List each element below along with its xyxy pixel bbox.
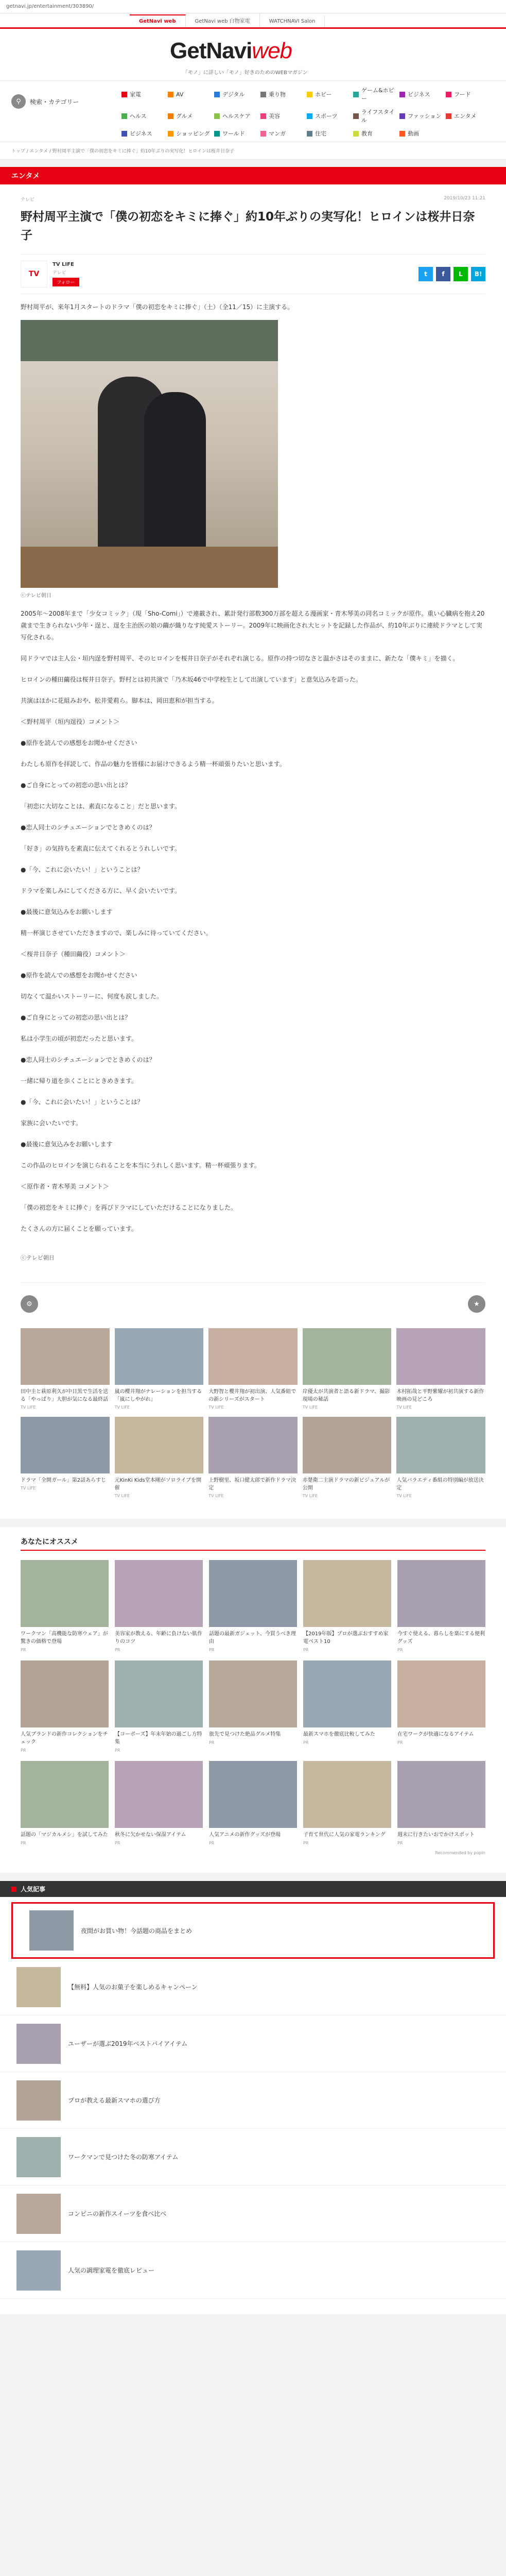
article-paragraph: ●最後に意気込みをお願いします <box>21 1141 113 1148</box>
recommended-item-title: 最新スマホを徹底比較してみた <box>303 1732 375 1737</box>
ranking-thumbnail <box>29 1910 74 1951</box>
ranking-section <box>0 1881 506 2314</box>
article-lead: 野村周平が、来年1月スタートのドラマ「僕の初恋をキミに捧ぐ」（土）（全11／15）に主演する。 <box>21 303 294 311</box>
category-item[interactable] <box>353 108 399 124</box>
category-color-icon <box>307 131 312 137</box>
related-source: TV LIFE <box>302 1494 318 1498</box>
recommended-item-source: PR <box>303 1740 309 1745</box>
category-item[interactable] <box>260 129 307 138</box>
article-paragraph: 同ドラマでは主人公・垣内逞を野村周平、そのヒロインを桜井日奈子がそれぞれ演じる。原作の持つ切なさと温かさはそのままに、新たな「僕キミ」を描く。 <box>21 655 459 662</box>
recommended-thumbnail <box>209 1761 297 1828</box>
ranking-thumbnail <box>16 1967 61 2007</box>
category-label: グルメ <box>176 113 193 120</box>
ranking-header <box>0 1881 506 1897</box>
recommended-thumbnail <box>397 1660 485 1727</box>
article-date: 2019/10/23 11:21 <box>444 196 485 201</box>
related-source: TV LIFE <box>302 1405 318 1410</box>
category-label: ビジネス <box>130 130 152 137</box>
recommended-card[interactable] <box>397 1660 485 1753</box>
category-label: 動画 <box>408 130 419 137</box>
twitter-icon[interactable]: t <box>418 267 433 281</box>
breadcrumb: トップ / エンタメ / 野村周平主演で「僕の初恋をキミに捧ぐ」約10年ぶりの実写化！ヒロインは桜井日奈子 <box>0 142 506 160</box>
recommended-card[interactable] <box>21 1560 109 1652</box>
related-source: TV LIFE <box>114 1405 130 1410</box>
recommended-card[interactable] <box>209 1560 297 1652</box>
ranking-item-title: 【無料】人気のお菓子を楽しめるキャンペーン <box>68 1984 198 1991</box>
recommended-item-source: PR <box>397 1648 403 1652</box>
article-credit: ⓒテレビ朝日 <box>21 1255 55 1261</box>
recommended-item-title: 子育て世代に人気の家電ランキング <box>303 1832 386 1838</box>
article-paragraph: 精一杯演じさせていただきますので、楽しみに待っていてください。 <box>21 929 212 937</box>
category-label: ショッピング <box>176 130 210 137</box>
article-photo <box>21 320 278 588</box>
site-tagline: 「モノ」に詳しい「モノ」好きのためのWEBマガジン <box>183 70 308 76</box>
article-paragraph: ●最後に意気込みをお願いします <box>21 908 113 916</box>
ranking-item-title: 人気の調理家電を徹底レビュー <box>68 2267 155 2274</box>
related-card[interactable] <box>303 1328 392 1410</box>
recommended-card[interactable] <box>115 1761 203 1845</box>
category-item[interactable] <box>168 108 214 124</box>
category-label: ビジネス <box>408 91 430 98</box>
category-color-icon <box>307 113 312 119</box>
category-label: 教育 <box>361 130 373 137</box>
search-label: 検索・カテゴリー <box>30 98 79 106</box>
recommended-item-title: 在宅ワークが快適になるアイテム <box>397 1732 474 1737</box>
category-color-icon <box>399 92 405 97</box>
ranking-thumbnail <box>16 2137 61 2177</box>
category-label: 乗り物 <box>269 91 286 98</box>
category-color-icon <box>353 92 359 97</box>
recommended-section <box>0 1527 506 1873</box>
source-name[interactable]: TV LIFE <box>53 262 74 267</box>
related-title: 上野樹里、坂口健太郎で新作ドラマ決定 <box>208 1478 296 1491</box>
article-paragraph: 一緒に帰り道を歩くことにときめきます。 <box>21 1077 138 1084</box>
browser-url-bar[interactable] <box>0 0 506 13</box>
ranking-dot-icon <box>11 1887 16 1892</box>
article-paragraph: ●「今、これに会いたい！」ということは？ <box>21 866 144 873</box>
category-label: ファッション <box>408 113 442 120</box>
tab-getnavi-shirono[interactable]: GetNavi web 白物家電 <box>186 13 260 27</box>
category-color-icon <box>260 131 266 137</box>
related-thumbnail <box>396 1328 485 1385</box>
category-item[interactable] <box>214 86 260 103</box>
related-thumbnail <box>21 1417 110 1473</box>
article-category[interactable]: テレビ <box>21 197 34 202</box>
ranking-item[interactable] <box>0 2015 506 2072</box>
related-title: 嵐の櫻井翔がナレーションを担当する「嵐にしやがれ」 <box>114 1389 202 1402</box>
recommended-thumbnail <box>115 1560 203 1627</box>
category-item[interactable] <box>168 129 214 138</box>
category-item[interactable] <box>260 108 307 124</box>
recommended-thumbnail <box>209 1560 297 1627</box>
recommended-item-source: PR <box>303 1841 309 1845</box>
related-title: 人気バラエティ番組の特別編が放送決定 <box>396 1478 484 1491</box>
category-item[interactable] <box>260 86 307 103</box>
category-color-icon <box>121 131 127 137</box>
category-label: マンガ <box>269 130 286 137</box>
category-item[interactable] <box>121 129 168 138</box>
article-paragraph: ＜原作者・青木琴美 コメント＞ <box>21 1183 109 1190</box>
related-thumbnail <box>303 1328 392 1385</box>
category-color-icon <box>121 92 127 97</box>
recommended-card[interactable] <box>115 1560 203 1652</box>
related-thumbnail <box>303 1417 392 1473</box>
article-paragraph: 「好き」の気持ちを素直に伝えてくれるとうれしいです。 <box>21 845 181 852</box>
recommended-thumbnail <box>209 1660 297 1727</box>
recommended-thumbnail <box>21 1660 109 1727</box>
category-label: ゲーム&ホビー <box>361 87 394 102</box>
article-paragraph: ●恋人同士のシチュエーションでときめくのは？ <box>21 1056 155 1063</box>
category-label: ホビー <box>315 91 332 98</box>
category-label: 家電 <box>130 91 141 98</box>
ranking-item[interactable] <box>11 1902 495 1959</box>
article-body <box>21 608 485 1235</box>
category-color-icon <box>446 92 451 97</box>
recommended-item-title: 話題の最新ガジェット、今買うべき理由 <box>209 1631 296 1645</box>
photo-caption: ⓒテレビ朝日 <box>21 593 51 599</box>
category-item[interactable] <box>399 86 446 103</box>
related-card[interactable] <box>396 1328 485 1410</box>
category-color-icon <box>399 131 405 137</box>
category-label: スポーツ <box>315 113 338 120</box>
bookmark-icon[interactable]: ★ <box>468 1295 485 1313</box>
recommended-item-source: PR <box>21 1841 26 1845</box>
follow-button[interactable]: フォロー <box>53 278 79 286</box>
article-paragraph: 「初恋に大切なことは、素直になること」だと思います。 <box>21 803 181 810</box>
site-logo[interactable] <box>170 38 292 64</box>
recommended-card[interactable] <box>21 1761 109 1845</box>
article-paragraph: ドラマを楽しみにしてくださる方に、早く会いたいです。 <box>21 887 181 894</box>
related-title: 田中圭と萩原利久が中目黒で生活を送る「やっぱり」大胆が気になる最終話 <box>21 1389 108 1402</box>
recommended-card[interactable] <box>21 1660 109 1753</box>
ranking-item-title: ユーザーが選ぶ2019年ベストバイアイテム <box>68 2040 188 2047</box>
category-label: 住宅 <box>315 130 326 137</box>
category-label: デジタル <box>222 91 245 98</box>
article-paragraph: ●原作を読んでの感想をお聞かせください <box>21 972 137 979</box>
recommended-item-title: 人気アニメの新作グッズが登場 <box>209 1832 281 1838</box>
category-label: 美容 <box>269 113 280 120</box>
related-source: TV LIFE <box>396 1405 412 1410</box>
hatena-icon[interactable]: B! <box>471 267 485 281</box>
category-item[interactable] <box>168 86 214 103</box>
recommended-card[interactable] <box>209 1660 297 1753</box>
related-thumbnail <box>208 1417 298 1473</box>
category-color-icon <box>353 113 359 119</box>
search-toggle[interactable] <box>11 94 79 109</box>
category-item[interactable] <box>307 129 353 138</box>
recommended-item-source: PR <box>21 1748 26 1753</box>
category-color-icon <box>168 92 173 97</box>
related-title: 赤楚衛二主演ドラマの新ビジュアルが公開 <box>302 1478 390 1491</box>
recommended-thumbnail <box>21 1761 109 1828</box>
recommended-card[interactable] <box>303 1560 391 1652</box>
article-paragraph: 2005年～2008年まで「少女コミック」（現「Sho-Comi」）で連載され、累計発行部数300万部を超える漫画家・青木琴美の同名コミックが原作。重い心臓病を抱え20歳まで生きられない少年・逞と、逞を主治医の娘の繭が織りなす純愛ストーリー。2009年に映画化され大ヒットを記録した作品が、約10年ぶりに連続ドラマとして実写化される。 <box>21 610 485 641</box>
logo-main: GetNavi <box>170 38 252 63</box>
related-source: TV LIFE <box>208 1494 224 1498</box>
recommended-thumbnail <box>303 1660 391 1727</box>
blackboard-shape <box>21 320 278 361</box>
recommended-item-title: 秋冬に欠かせない保湿アイテム <box>115 1832 186 1838</box>
article <box>0 184 506 1519</box>
recommended-item-source: PR <box>397 1841 403 1845</box>
related-card[interactable] <box>115 1328 204 1410</box>
related-title: 木村拓哉と平野紫耀が初共演する新作映画の見どころ <box>396 1389 484 1402</box>
related-thumbnail <box>115 1328 204 1385</box>
article-paragraph: 切なくて温かいストーリーに、何度も涙しました。 <box>21 993 163 1000</box>
related-title: 元KinKi Kids堂本剛がソロライブを開催 <box>114 1478 202 1491</box>
category-item[interactable] <box>353 86 399 103</box>
category-color-icon <box>214 92 220 97</box>
recommended-item-source: PR <box>209 1841 215 1845</box>
related-title: ドラマ「全開ガール」第2話あらすじ <box>21 1478 107 1483</box>
ranking-thumbnail <box>16 2080 61 2121</box>
ranking-thumbnail <box>16 2194 61 2234</box>
tab-getnavi-web[interactable]: GetNavi web <box>130 14 186 27</box>
recommended-card[interactable] <box>115 1660 203 1753</box>
article-paragraph: ●ご自身にとっての初恋の思い出とは？ <box>21 1014 131 1021</box>
article-paragraph: たくさんの方に届くことを願っています。 <box>21 1225 138 1232</box>
recommended-thumbnail <box>115 1660 203 1727</box>
related-source: TV LIFE <box>396 1494 412 1498</box>
category-item[interactable] <box>214 129 260 138</box>
related-title: 岸優太が共演者と語る新ドラマ、撮影現場の秘話 <box>302 1389 390 1402</box>
source <box>21 261 79 287</box>
recommended-item-source: PR <box>303 1648 309 1652</box>
recommended-item-title: 【2019年版】プロが選ぶおすすめ家電ベスト10 <box>303 1631 389 1645</box>
logo-web: web <box>252 38 292 63</box>
source-logo[interactable]: TV <box>21 261 47 287</box>
article-paragraph: ＜野村周平（垣内逞役）コメント＞ <box>21 718 120 725</box>
related-card[interactable] <box>21 1328 110 1410</box>
recommended-item-source: PR <box>115 1648 120 1652</box>
category-item[interactable] <box>214 108 260 124</box>
related-thumbnail <box>396 1417 485 1473</box>
recommended-item-title: 週末に行きたいおでかけスポット <box>397 1832 475 1838</box>
category-item[interactable] <box>307 86 353 103</box>
category-item[interactable] <box>399 129 446 138</box>
recommended-thumbnail <box>21 1560 109 1627</box>
category-item[interactable] <box>121 108 168 124</box>
recommended-card[interactable] <box>397 1761 485 1845</box>
source-type: テレビ <box>53 270 66 276</box>
related-articles <box>21 1328 485 1498</box>
ranking-item[interactable] <box>0 2072 506 2129</box>
ranking-thumbnail <box>16 2024 61 2064</box>
section-bar: エンタメ <box>0 167 506 184</box>
recommended-item-title: 話題の「マジカルメシ」を試してみた <box>21 1832 108 1838</box>
related-thumbnail <box>115 1417 204 1473</box>
recommended-card[interactable] <box>303 1761 391 1845</box>
related-card[interactable] <box>396 1417 485 1498</box>
recommended-item-source: PR <box>115 1841 120 1845</box>
category-list <box>121 86 492 138</box>
related-thumbnail <box>208 1328 298 1385</box>
ranking-item-title: プロが教える最新スマホの選び方 <box>68 2097 161 2104</box>
search-icon: ⚲ <box>11 94 26 109</box>
category-color-icon <box>353 131 359 137</box>
byline <box>21 254 485 294</box>
recommended-title: あなたにオススメ <box>21 1536 485 1551</box>
category-color-icon <box>214 113 220 119</box>
category-label: ライフスタイル <box>361 109 395 124</box>
recommended-item-source: PR <box>209 1740 215 1745</box>
facebook-icon[interactable]: f <box>436 267 450 281</box>
related-thumbnail <box>21 1328 110 1385</box>
article-paragraph: ●原作を読んでの感想をお聞かせください <box>21 739 137 747</box>
desk-shape <box>21 547 278 588</box>
article-paragraph: ●恋人同士のシチュエーションでときめくのは？ <box>21 824 155 831</box>
related-source: TV LIFE <box>21 1486 36 1490</box>
recommended-item-title: 人気ブランドの新作コレクションをチェック <box>21 1732 108 1745</box>
recommended-item-title: 美容家が教える、年齢に負けない肌作りのコツ <box>115 1631 202 1645</box>
recommended-thumbnail <box>303 1761 391 1828</box>
article-paragraph: 「僕の初恋をキミに捧ぐ」を再びドラマにしていただけることになりました。 <box>21 1204 237 1211</box>
category-label: ワールド <box>222 130 245 137</box>
bottom-share <box>21 1282 485 1313</box>
article-paragraph: 共演はほかに花組みおや、松井愛莉ら。脚本は、岡田恵和が担当する。 <box>21 697 218 704</box>
recommended-grid <box>21 1560 485 1845</box>
related-card[interactable] <box>208 1328 298 1410</box>
article-paragraph: わたしも原作を拝読して、作品の魅力を皆様にお届けできるよう精一杯頑張りたいと思います。 <box>21 760 286 768</box>
article-meta <box>21 196 485 202</box>
gear-icon[interactable]: ⚙ <box>21 1295 38 1313</box>
recommended-item-title: 【コーポーズ】年末年始の過ごし方特集 <box>115 1732 202 1745</box>
category-color-icon <box>307 92 312 97</box>
recommended-card[interactable] <box>303 1660 391 1753</box>
ranking-list <box>0 1902 506 2299</box>
recommended-card[interactable] <box>397 1560 485 1652</box>
category-item[interactable] <box>307 108 353 124</box>
recommended-item-title: 旅先で見つけた絶品グルメ特集 <box>209 1732 281 1737</box>
category-color-icon <box>121 113 127 119</box>
line-icon[interactable]: L <box>453 267 468 281</box>
article-paragraph: 私は小学生の頃が初恋だったと思います。 <box>21 1035 138 1042</box>
article-paragraph: ●ご自身にとっての初恋の思い出とは？ <box>21 782 131 789</box>
recommended-item-source: PR <box>115 1748 120 1753</box>
related-source: TV LIFE <box>21 1405 36 1410</box>
related-source: TV LIFE <box>114 1494 130 1498</box>
site-tabs <box>0 13 506 29</box>
recommended-thumbnail <box>397 1761 485 1828</box>
category-color-icon <box>168 131 173 137</box>
article-paragraph: 家族に会いたいです。 <box>21 1120 82 1127</box>
recommended-item-source: PR <box>397 1740 403 1745</box>
ranking-thumbnail <box>16 2250 61 2291</box>
ranking-title: 人気記事 <box>21 1886 46 1893</box>
ranking-item[interactable] <box>0 2242 506 2299</box>
article-paragraph: ●「今、これに会いたい！」ということは？ <box>21 1098 144 1106</box>
category-color-icon <box>260 92 266 97</box>
category-color-icon <box>446 113 451 119</box>
url-text: getnavi.jp/entertainment/303890/ <box>6 4 94 9</box>
recommended-item-source: PR <box>209 1648 215 1652</box>
category-item[interactable] <box>399 108 446 124</box>
recommended-thumbnail <box>115 1761 203 1828</box>
category-color-icon <box>168 113 173 119</box>
recommended-card[interactable] <box>209 1761 297 1845</box>
category-item[interactable] <box>121 86 168 103</box>
article-title: 野村周平主演で「僕の初恋をキミに捧ぐ」約10年ぶりの実写化！ヒロインは桜井日奈子 <box>21 210 475 242</box>
share-buttons <box>418 267 485 281</box>
ranking-item[interactable] <box>0 2185 506 2242</box>
related-card[interactable] <box>208 1417 298 1498</box>
category-label: エンタメ <box>454 113 477 120</box>
category-label: フード <box>454 91 471 98</box>
ranking-item[interactable] <box>0 2129 506 2185</box>
recommended-item-title: 今すぐ使える、暮らしを楽にする便利グッズ <box>397 1631 485 1645</box>
site-header <box>0 29 506 80</box>
category-item[interactable] <box>446 108 492 124</box>
article-paragraph: この作品のヒロインを演じられることを本当にうれしく思います。精一杯頑張ります。 <box>21 1162 260 1169</box>
article-paragraph: ＜桜井日奈子（種田繭役）コメント＞ <box>21 951 126 958</box>
category-label: AV <box>176 91 184 98</box>
recommended-thumbnail <box>397 1560 485 1627</box>
related-title: 大野智と櫻井翔が初出演、人気番組での新シリーズがスタート <box>208 1389 296 1402</box>
recommended-thumbnail <box>303 1560 391 1627</box>
category-item[interactable] <box>446 86 492 103</box>
recommended-item-source: PR <box>21 1648 26 1652</box>
related-card[interactable] <box>21 1417 110 1498</box>
ranking-item-title: ワークマンで見つけた冬の防寒アイテム <box>68 2154 179 2161</box>
ranking-item-title: 夜間がお買い物！今話題の商品をまとめ <box>81 1927 193 1935</box>
category-item[interactable] <box>353 129 399 138</box>
related-card[interactable] <box>115 1417 204 1498</box>
related-source: TV LIFE <box>208 1405 224 1410</box>
category-color-icon <box>399 113 405 119</box>
category-label: ヘルスケア <box>222 113 251 120</box>
article-paragraph: ヒロインの種田繭役は桜井日奈子。野村とは初共演で「乃木坂46で中学校生として出演しています」と意気込みを語った。 <box>21 676 362 683</box>
related-card[interactable] <box>303 1417 392 1498</box>
ranking-item[interactable] <box>0 1959 506 2015</box>
ranking-item-title: コンビニの新作スイーツを食べ比べ <box>68 2210 167 2217</box>
category-color-icon <box>260 113 266 119</box>
category-color-icon <box>214 131 220 137</box>
category-label: ヘルス <box>130 113 147 120</box>
category-nav <box>0 80 506 142</box>
tab-watchnavi[interactable]: WATCHNAVI Salon <box>260 15 325 27</box>
popin-credit: Recommended by popIn <box>435 1851 485 1855</box>
recommended-item-title: ワークマン「高機能な防寒ウェア」が驚きの価格で登場 <box>21 1631 108 1645</box>
